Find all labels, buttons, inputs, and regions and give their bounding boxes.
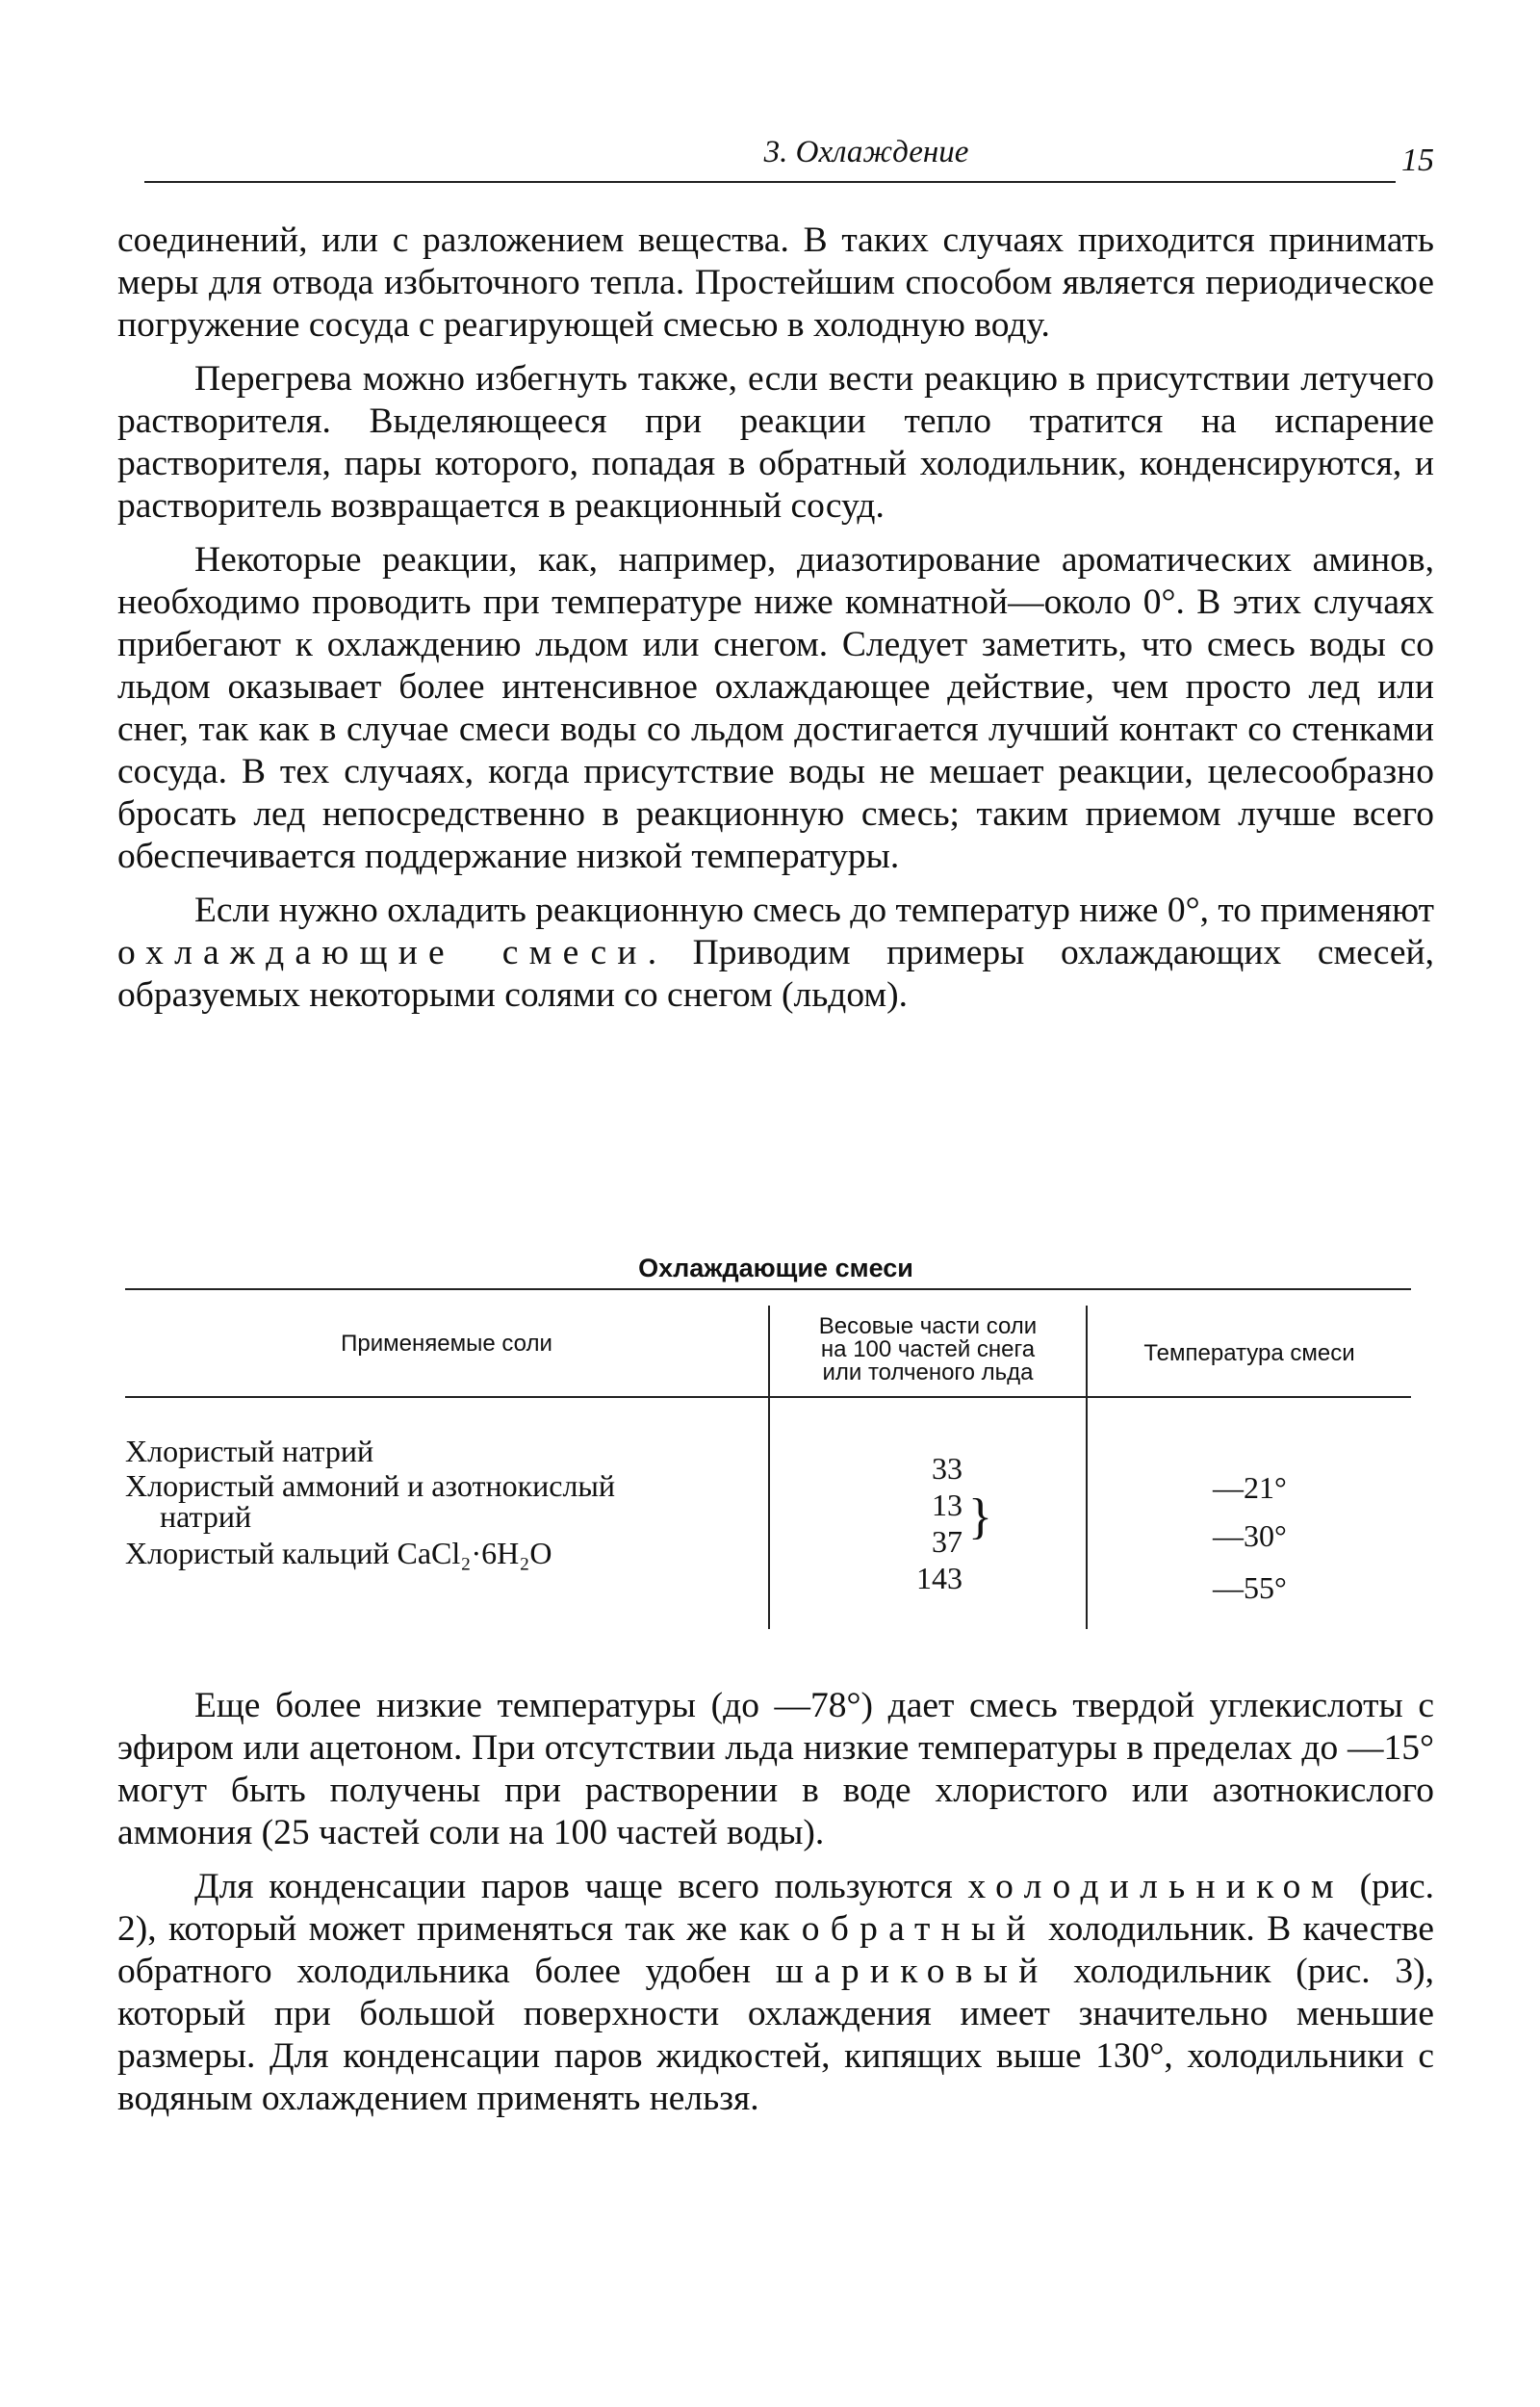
row-parts-value: 37 — [932, 1524, 962, 1559]
spaced-term: шариковый — [775, 1952, 1049, 1991]
text-span: . Приводим примеры охлаждающих смесей, образуемых некоторыми солями со снегом (льдом). — [117, 933, 1435, 1015]
text-span: Если нужно охладить реакционную смесь до температур ниже 0°, то применяют — [194, 891, 1434, 930]
page-number: 15 — [1401, 142, 1434, 178]
running-title: 3. Охлаждение — [763, 135, 969, 169]
text-block-top — [117, 220, 1434, 1028]
row-salt-name: Хлористый натрий — [125, 1434, 374, 1468]
row-temperature: —30° — [1213, 1518, 1287, 1553]
cooling-mixtures-table — [125, 1288, 1411, 1635]
spaced-term: холодильником — [967, 1867, 1345, 1906]
text-span: Для конденсации паров чаще всего пользуются — [194, 1867, 968, 1906]
paragraph-ice-cooling: Некоторые реакции, как, например, диазотирование ароматических аминов, необходимо проводить при температуре ниже комнатной—около 0°. В этих случаях прибегают к охлаждению льдом или снегом. Следует заметить, что смесь воды со льдом оказывает более интенсивное охлаждающее действие, чем просто лед или снег, так как в случае смеси воды со льдом достигается лучший контакт со стенками сосуда. В тех случаях, когда присутствие воды не мешает реакции, целесообразно бросать лед непосредственно в реакционную смесь; таким приемом лучше всего обеспечивается поддержание низкой температуры. — [117, 540, 1434, 876]
row-salt-name: натрий — [160, 1499, 252, 1534]
row-parts-value: 13 — [932, 1488, 962, 1522]
paragraph-continuation: соединений, или с разложением вещества. В таких случаях приходится принимать меры для отвода избыточного тепла. Простейшим способом является периодическое погружение сосуда с реагирующей смесью в холодную воду. — [117, 220, 1434, 345]
header-parts-line3: или толченого льда — [822, 1359, 1034, 1385]
text-span: (рис. 2), который может применяться так же как — [117, 1867, 1435, 1949]
row-temperature: —21° — [1213, 1470, 1287, 1505]
text-span: холодильник. В качестве обратного холодильника более удобен — [117, 1909, 1434, 1991]
paragraph-cooling-mixtures — [117, 890, 1434, 1017]
running-head — [144, 135, 1434, 193]
grouping-brace: } — [968, 1489, 992, 1544]
header-rule — [144, 181, 1396, 183]
row-parts-value: 143 — [916, 1561, 962, 1595]
row-salt-name: Хлористый аммоний и азотнокислый — [125, 1468, 616, 1503]
row-temperature: —55° — [1213, 1570, 1287, 1605]
text-span: холодильник (рис. 3), который при большой поверхности охлаждения имеет значительно меньшие размеры. Для конденсации паров жидкостей, кипящих выше 130°, холодильники с водяным охлаждением применять нельзя. — [117, 1952, 1434, 2118]
header-salts: Применяемые соли — [341, 1331, 552, 1357]
spaced-term: охлаждающие смеси — [117, 933, 648, 972]
header-parts-line1: Весовые части соли — [818, 1313, 1038, 1339]
paragraph-overheating: Перегрева можно избегнуть также, если вести реакцию в присутствии летучего растворителя. Выделяющееся при реакции тепло тратится на испарение растворителя, пары которого, попадая в обратный холодильник, конденсируются, и растворитель возвращается в реакционный сосуд. — [117, 359, 1434, 526]
table-top-rule — [125, 1288, 1411, 1290]
text-block-bottom — [117, 1685, 1434, 2132]
paragraph-low-temperatures: Еще более низкие температуры (до —78°) дает смесь твердой углекислоты с эфиром или ацетоном. При отсутствии льда низкие температуры в пределах до —15° могут быть получены при растворении в воде хлористого или азотнокислого аммония (25 частей соли на 100 частей воды). — [117, 1686, 1434, 1852]
row-parts-value: 33 — [932, 1451, 962, 1486]
table-caption: Охлаждающие смеси — [638, 1254, 913, 1282]
header-parts-line2: на 100 частей снега — [820, 1336, 1036, 1362]
spaced-term: обратный — [801, 1909, 1037, 1949]
row-salt-name: Хлористый кальций CaCl₂·6H₂O — [125, 1536, 552, 1570]
header-temperature: Температура смеси — [1143, 1340, 1355, 1366]
paragraph-condensers — [117, 1866, 1434, 2120]
